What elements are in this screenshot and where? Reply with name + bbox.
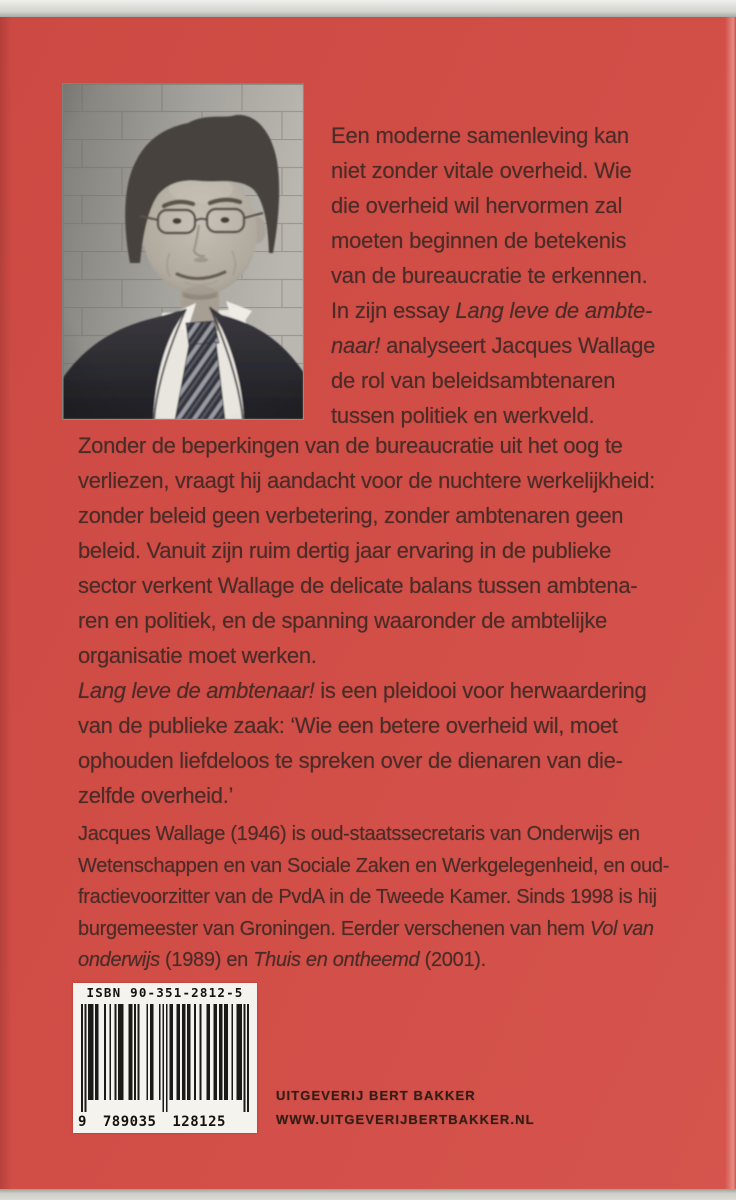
text-line: ren en politiek, en de spanning waaronder de ambtelijke bbox=[78, 608, 607, 633]
text-line: sector verkent Wallage de delicate balans tussen ambtena- bbox=[78, 573, 638, 598]
text-line: verliezen, vraagt hij aandacht voor de nuchtere werkelijkheid: bbox=[78, 468, 655, 493]
author-portrait-photo bbox=[62, 83, 304, 420]
text-line: tussen politiek en werkveld. bbox=[331, 403, 595, 428]
scan-edge-top bbox=[0, 0, 736, 17]
intro-paragraph bbox=[331, 118, 655, 433]
text-line: Een moderne samenleving kan bbox=[331, 123, 629, 148]
body-paragraph bbox=[78, 428, 655, 813]
text-line: moeten beginnen de betekenis bbox=[331, 228, 627, 253]
text-line: die overheid wil hervormen zal bbox=[331, 193, 623, 218]
barcode-panel bbox=[73, 983, 257, 1133]
barcode-digits: 9 789035 128125 bbox=[78, 1114, 226, 1130]
text-line: fractievoorzitter van de PvdA in de Tweede Kamer. Sinds 1998 is hij bbox=[78, 886, 657, 909]
text-line: organisatie moet werken. bbox=[78, 643, 317, 668]
text-line: de rol van beleidsambtenaren bbox=[331, 368, 616, 393]
text-line: van de publieke zaak: ‘Wie een betere overheid wil, moet bbox=[78, 713, 618, 738]
text-line: Lang leve de ambtenaar! is een pleidooi voor herwaardering bbox=[78, 678, 647, 703]
text-line: naar! analyseert Jacques Wallage bbox=[331, 333, 656, 358]
text-line: burgemeester van Groningen. Eerder verschenen van hem Vol van bbox=[78, 917, 654, 940]
text-line: zelfde overheid.’ bbox=[78, 783, 234, 808]
book-cover-background bbox=[0, 17, 736, 1189]
publisher-block bbox=[276, 1088, 535, 1136]
text-line: onderwijs (1989) en Thuis en ontheemd (2001). bbox=[78, 949, 486, 972]
text-line: van de bureaucratie te erkennen. bbox=[331, 263, 648, 288]
text-line: Wetenschappen en van Sociale Zaken en Werkgelegenheid, en oud- bbox=[78, 854, 670, 877]
text-line: niet zonder vitale overheid. Wie bbox=[331, 158, 632, 183]
text-line: beleid. Vanuit zijn ruim dertig jaar ervaring in de publieke bbox=[78, 538, 612, 563]
text-line: zonder beleid geen verbetering, zonder ambtenaren geen bbox=[78, 503, 624, 528]
text-line: Jacques Wallage (1946) is oud-staatssecretaris van Onderwijs en bbox=[78, 823, 640, 845]
scan-edge-bottom bbox=[0, 1189, 736, 1200]
text-line: Zonder de beperkingen van de bureaucratie uit het oog te bbox=[78, 433, 623, 458]
ean-barcode bbox=[81, 1004, 249, 1112]
publisher-website: WWW.UITGEVERIJBERTBAKKER.NL bbox=[276, 1112, 535, 1127]
text-line: ophouden liefdeloos te spreken over de dienaren van die- bbox=[78, 748, 623, 773]
bio-paragraph bbox=[78, 819, 669, 977]
isbn-label: ISBN 90-351-2812-5 bbox=[86, 985, 244, 1000]
publisher-name: UITGEVERIJ BERT BAKKER bbox=[276, 1088, 476, 1103]
text-line: In zijn essay Lang leve de ambte- bbox=[331, 298, 653, 323]
